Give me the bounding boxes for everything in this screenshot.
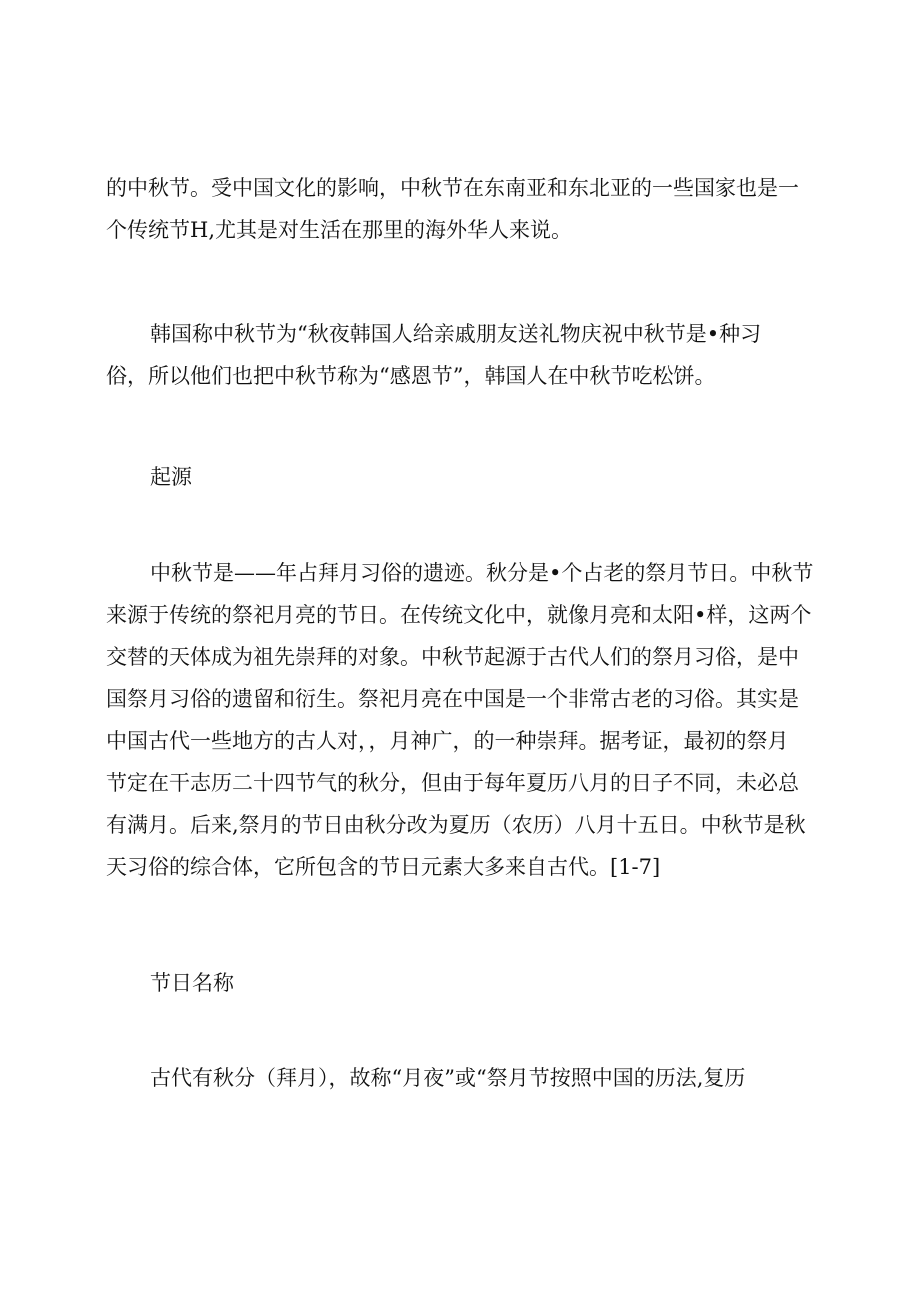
paragraph-line: 来源于传统的祭祀月亮的节日。在传统文化中，就像月亮和太阳•样，这两个 [106,603,812,627]
paragraph-korea [106,313,816,397]
paragraph-origin [106,552,816,888]
paragraph-line: 天习俗的综合体，它所包含的节日元素大多来自古代。[1-7] [106,855,661,879]
paragraph-line: 交替的天体成为祖先崇拜的对象。中秋节起源于古代人们的祭月习俗，是中 [106,645,799,669]
paragraph-line: 俗，所以他们也把中秋节称为“感恩节”，韩国人在中秋节吃松饼。 [106,364,716,388]
paragraph-line: 节定在干志历二十四节气的秋分，但由于每年夏历八月的日子不同，未必总 [106,771,799,795]
paragraph-line: 有满月。后来,祭月的节日由秋分改为夏历（农历）八月十五日。中秋节是秋 [106,813,806,837]
paragraph-line: 中秋节是——年占拜月习俗的遗迹。秋分是•个占老的祭月节日。中秋节 [150,561,814,585]
paragraph-line: 的中秋节。受中国文化的影响，中秋节在东南亚和东北亚的一些国家也是一 [106,176,799,200]
section-heading-festival-name: 节日名称 [150,971,234,995]
paragraph-line: 国祭月习俗的遗留和衍生。祭祀月亮在中国是一个非常古老的习俗。其实是 [106,687,799,711]
section-heading-origin: 起源 [150,465,192,489]
paragraph-line: 中国古代一些地方的古人对，，月神广，的一种崇拜。据考证，最初的祭月 [106,729,789,753]
paragraph-overseas [106,167,816,251]
paragraph-line: 古代有秋分（拜月），故称“月夜”或“祭月节按照中国的历法,复历 [150,1066,746,1090]
paragraph-line: 个传统节H,尤其是对生活在那里的海外华人来说。 [106,218,572,242]
paragraph-festival-name [106,1057,816,1099]
paragraph-line: 韩国称中秋节为“秋夜韩国人给亲戚朋友送礼物庆祝中秋节是•种习 [150,322,762,346]
